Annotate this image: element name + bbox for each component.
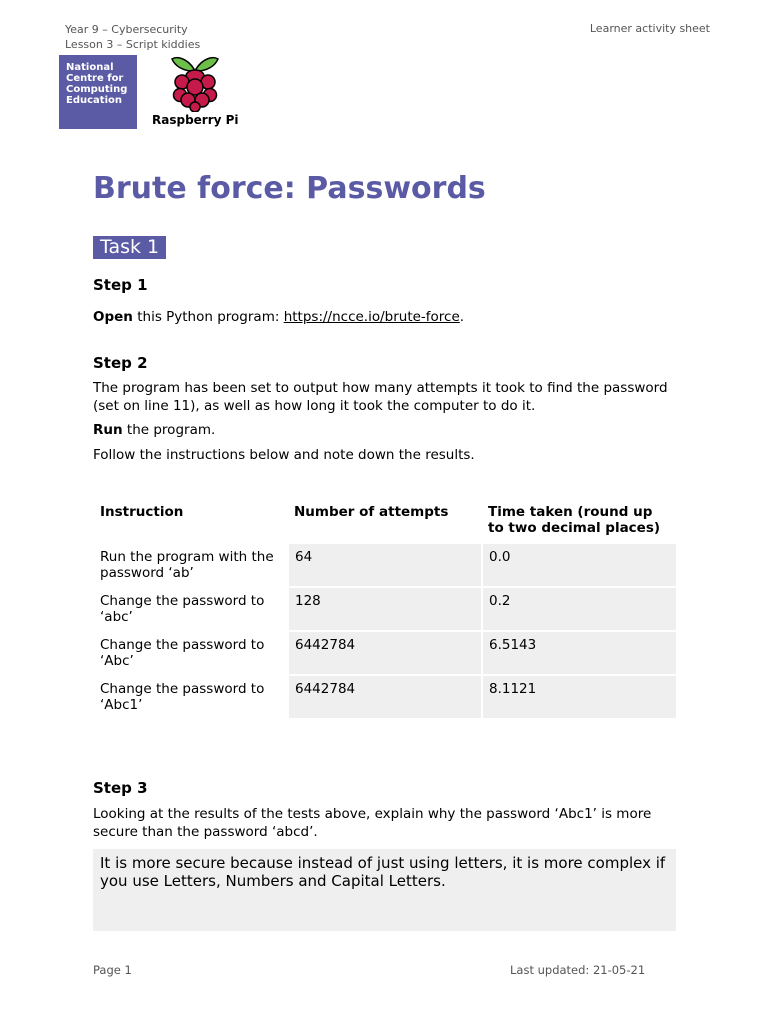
time-cell[interactable]: 0.0: [481, 544, 676, 586]
table-row: [93, 544, 676, 586]
instruction-cell: Run the program with the password ‘ab’: [100, 549, 274, 581]
step3-question: Looking at the results of the tests above, explain why the password ‘Abc1’ is more secure than the password ‘abcd’.: [93, 806, 652, 840]
step1-heading: Step 1: [93, 276, 148, 294]
raspberry-pi-logo: [152, 54, 238, 134]
ncce-logo-line: Centre for: [66, 73, 124, 84]
raspberry-icon: [169, 54, 221, 112]
ncce-logo-line: Education: [66, 95, 122, 106]
step2-description: The program has been set to output how many attempts it took to find the password (set on line 11), as well as how long it took the computer to do it.: [93, 380, 668, 414]
instruction-cell: Change the password to ‘Abc’: [100, 637, 265, 669]
page-number: Page 1: [93, 963, 132, 977]
lesson-label: Lesson 3 – Script kiddies: [65, 38, 201, 51]
table-header-row: [93, 498, 676, 542]
step1-body: this Python program:: [132, 309, 284, 325]
course-label: Year 9 – Cybersecurity: [65, 23, 188, 36]
column-header: Number of attempts: [294, 504, 449, 520]
open-verb: Open: [93, 309, 133, 325]
column-header: Time taken (round up to two decimal places): [488, 504, 661, 536]
step1-period: .: [459, 309, 465, 325]
raspberry-pi-wordmark: Raspberry Pi: [152, 113, 239, 127]
attempts-cell[interactable]: 6442784: [287, 676, 481, 718]
last-updated: Last updated: 21-05-21: [510, 963, 646, 977]
table-row: [93, 632, 676, 674]
time-cell[interactable]: 6.5143: [481, 632, 676, 674]
attempts-cell[interactable]: 64: [287, 544, 481, 586]
run-body: the program.: [122, 422, 216, 438]
step1-text: [93, 308, 683, 326]
table-row: [93, 676, 676, 718]
header-left: [65, 22, 200, 52]
time-cell[interactable]: 0.2: [481, 588, 676, 630]
step2-heading: Step 2: [93, 354, 148, 372]
answer-box[interactable]: It is more secure because instead of just using letters, it is more complex if you use Letters, Numbers and Capital Letters.: [93, 849, 676, 931]
column-header: Instruction: [100, 504, 184, 520]
table-row: [93, 588, 676, 630]
instruction-cell: Change the password to ‘abc’: [100, 593, 265, 625]
instruction-cell: Change the password to ‘Abc1’: [100, 681, 265, 713]
step2-follow: Follow the instructions below and note down the results.: [93, 447, 475, 463]
ncce-logo: [59, 55, 137, 129]
ncce-logo-line: Computing: [66, 84, 128, 95]
ncce-logo-line: National: [66, 62, 114, 73]
attempts-cell[interactable]: 6442784: [287, 632, 481, 674]
step2-run: [93, 421, 683, 439]
step3-heading: Step 3: [93, 779, 148, 797]
time-cell[interactable]: 8.1121: [481, 676, 676, 718]
run-verb: Run: [93, 422, 123, 438]
results-table: [93, 496, 676, 720]
sheet-type-label: Learner activity sheet: [589, 22, 710, 35]
task-badge: Task 1: [93, 236, 166, 259]
page-title: Brute force: Passwords: [93, 171, 486, 206]
program-link[interactable]: https://ncce.io/brute-force: [283, 309, 460, 325]
attempts-cell[interactable]: 128: [287, 588, 481, 630]
